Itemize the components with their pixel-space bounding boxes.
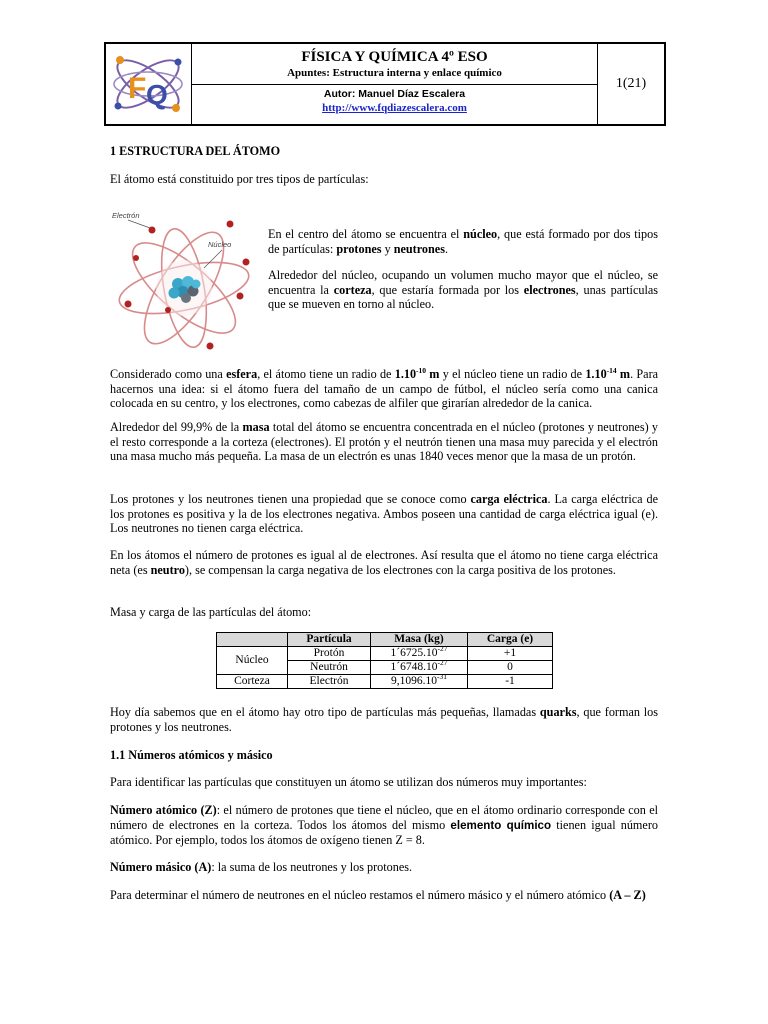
table-row: [217, 675, 553, 689]
table-group-cell: Corteza: [217, 675, 288, 689]
paragraph-masa: Alrededor del 99,9% de la masa total del átomo se encuentra concentrada en el núcleo (protones y neutrones) y el resto corresponde a la corteza (electrones). El protón y el neutrón tienen una masa muy parecida y el electrón una masa mucho más pequeña. La masa de un electrón es unas 1840 veces menor que la masa de un protón.: [110, 420, 659, 463]
paragraph-nucleo: En el centro del átomo se encuentra el núcleo, que está formado por dos tipos de partículas: protones y neutrones.: [268, 227, 658, 256]
logo: [106, 44, 192, 124]
intro-paragraph: El átomo está constituido por tres tipos de partículas:: [110, 172, 369, 186]
header-title-cell: [192, 44, 597, 85]
header-author-cell: [192, 85, 597, 123]
table-cell: $1´6725.10^{-27}$: [371, 647, 468, 661]
table-cell: -1: [468, 675, 553, 689]
table-row: [217, 647, 553, 661]
page-number: 1(21): [615, 76, 647, 91]
header-center: [192, 44, 598, 124]
website-link[interactable]: http://www.fqdiazescalera.com: [322, 102, 467, 114]
table-cell: Protón: [288, 647, 371, 661]
paragraph-numero-atomico: Número atómico (Z): el número de protones que tiene el núcleo, que en el átomo ordinario corresponde con el número de electrones en la corteza. Todos los átomos del mismo elemento químico tienen igual número atómico. Por ejemplo, todos los átomos de oxígeno tienen Z = 8.: [110, 803, 658, 847]
logo-graphic: [106, 44, 191, 124]
table-header-row: [217, 633, 553, 647]
paragraph-carga: Los protones y los neutrones tienen una propiedad que se conoce como carga eléctrica. La carga eléctrica de los protones es positiva y la de los electrones negativa. Ambos poseen una cantidad de carga eléctrica igual (e). Los neutrones no tienen carga eléctrica.: [110, 492, 658, 535]
table-cell: Electrón: [288, 675, 371, 689]
table-header: Partícula: [288, 633, 371, 647]
nucleus-label: Núcleo: [208, 240, 232, 249]
paragraph-esfera: Considerado como una esfera, el átomo tiene un radio de $1.10^{-10}$ m y el núcleo tiene un radio de $1.10^{-14}$ m. Para hacernos una idea: si el átomo fuera del tamaño de un campo de fútbol, el núcleo sería como una canica colocada en su centro, y los electrones, como cabezas de alfiler que girarían alrededor de la canica.: [110, 366, 659, 410]
paragraph-quarks: Hoy día sabemos que en el átomo hay otro tipo de partículas más pequeñas, llamadas quarks, que forman los protones y los neutrones.: [110, 705, 658, 734]
section-title: 1 ESTRUCTURA DEL ÁTOMO: [110, 144, 281, 158]
svg-text:F: F: [128, 72, 147, 105]
atom-diagram: [108, 206, 258, 354]
particles-table: [216, 632, 553, 689]
paragraph-neutro: En los átomos el número de protones es igual al de electrones. Así resulta que el átomo no tiene carga eléctrica neta (es neutro), se compensan la carga negativa de los electrones con la carga positiva de los protones.: [110, 548, 658, 577]
table-group-cell: Núcleo: [217, 647, 288, 675]
author: Autor: Manuel Díaz Escalera: [323, 88, 466, 100]
table-caption: Masa y carga de las partículas del átomo:: [110, 605, 312, 619]
header-box: [104, 42, 666, 126]
paragraph-neutrones: Para determinar el número de neutrones en el núcleo restamos el número másico y el número atómico (A – Z): [110, 888, 646, 902]
document-title: FÍSICA Y QUÍMICA 4º ESO: [301, 49, 488, 65]
svg-text:Q: Q: [146, 79, 168, 110]
table-header: Masa (kg): [371, 633, 468, 647]
subsection-title: 1.1 Números atómicos y másico: [110, 748, 273, 762]
table-cell: 0: [468, 661, 553, 675]
table-cell: $1´6748.10^{-27}$: [371, 661, 468, 675]
table-cell: +1: [468, 647, 553, 661]
paragraph-corteza: Alrededor del núcleo, ocupando un volumen mucho mayor que el núcleo, se encuentra la corteza, que estaría formada por los electrones, unas partículas que se mueven en torno al núcleo.: [268, 268, 658, 311]
table-cell: Neutrón: [288, 661, 371, 675]
table-header-empty: [217, 633, 288, 647]
electron-label: Electrón: [112, 211, 140, 220]
table-header: Carga (e): [468, 633, 553, 647]
table-cell: $9,1096.10^{-31}$: [371, 675, 468, 689]
subsection-intro: Para identificar las partículas que constituyen un átomo se utilizan dos números muy importantes:: [110, 775, 587, 789]
document-subtitle: Apuntes: Estructura interna y enlace químico: [287, 67, 502, 79]
paragraph-numero-masico: Número másico (A): la suma de los neutrones y los protones.: [110, 860, 413, 874]
